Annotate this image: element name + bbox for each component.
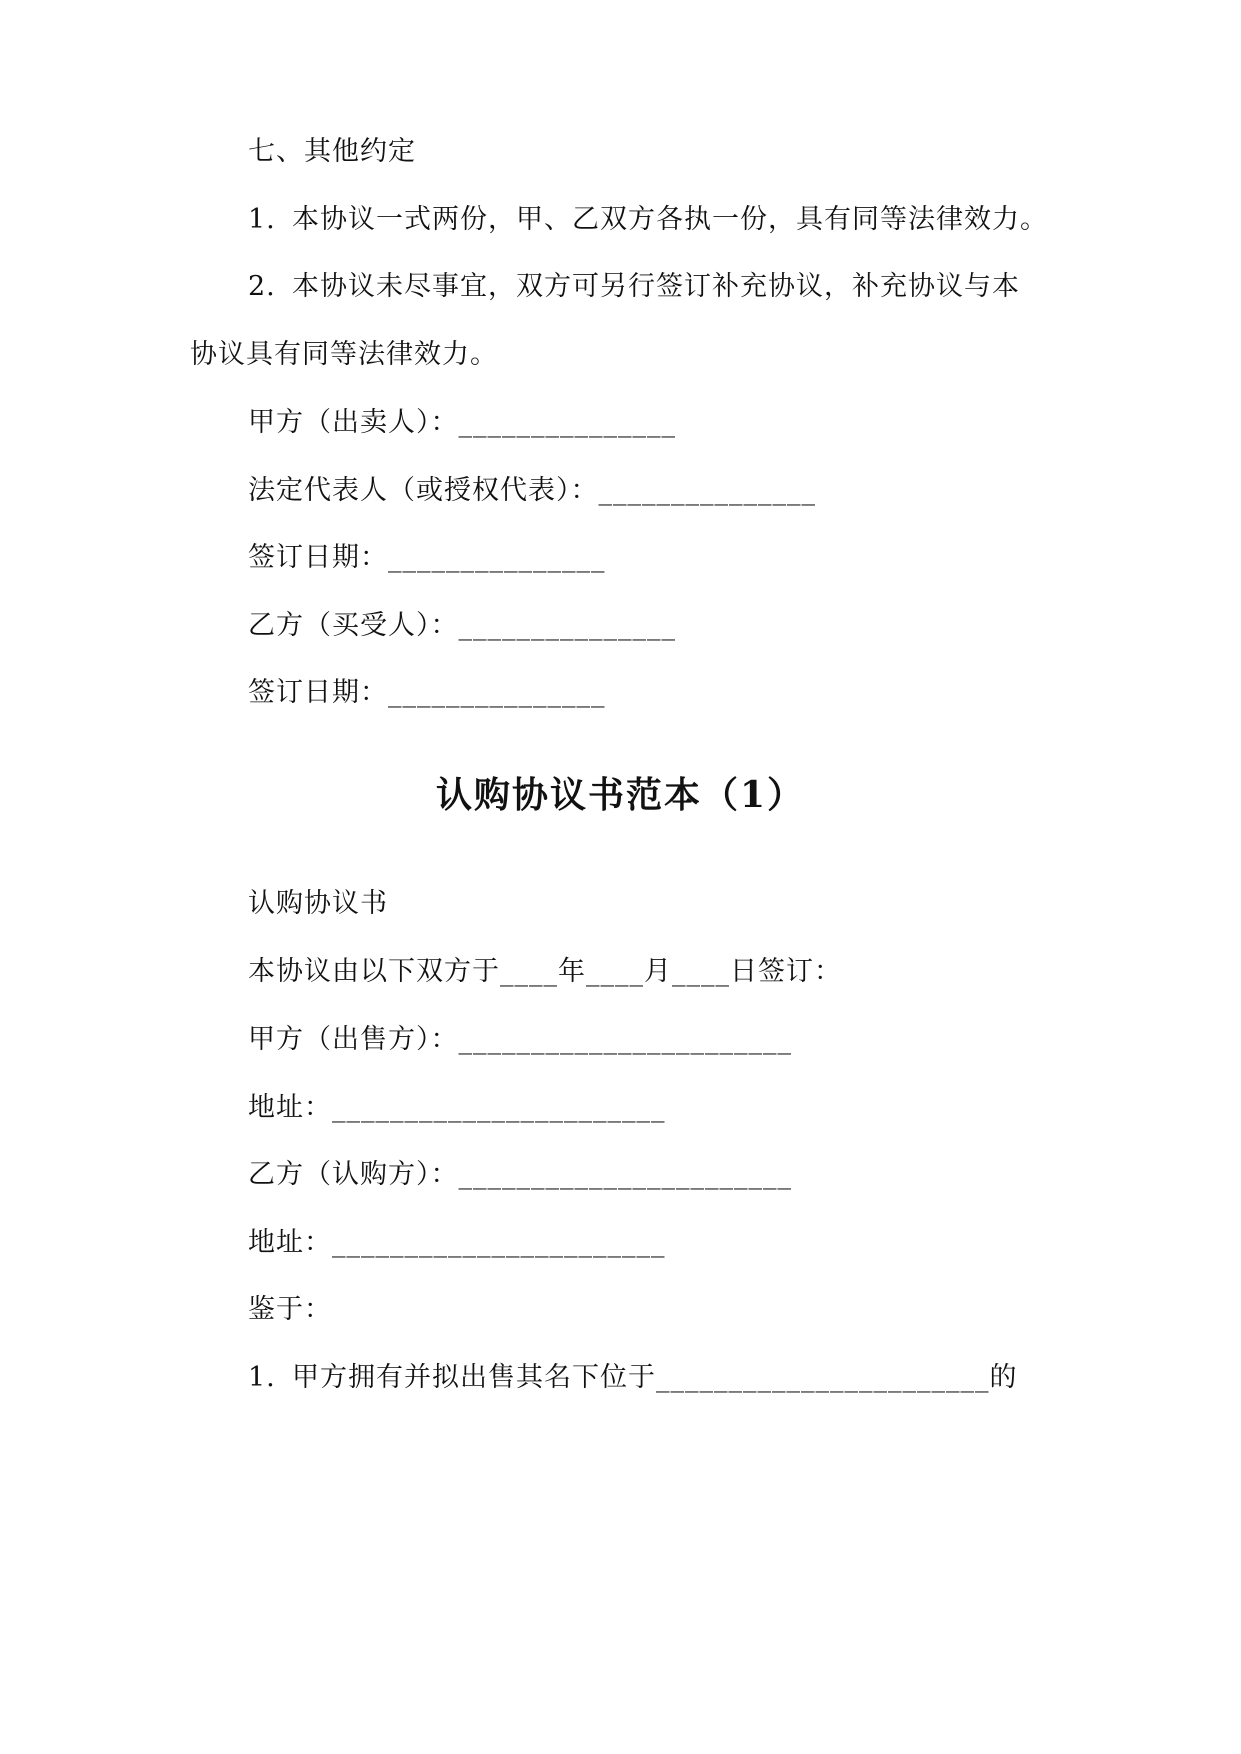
signature-party-a: 甲方（出卖人）：_______________ [248, 407, 676, 438]
signature-legal-representative: 法定代表人（或授权代表）：_______________ [248, 475, 816, 506]
agreement-intro: 本协议由以下双方于____年____月____日签订： [248, 956, 842, 987]
whereas-heading: 鉴于： [248, 1294, 332, 1325]
clause-2-number: 2. [248, 271, 276, 302]
clause-2 [248, 267, 1020, 307]
clause-1 [248, 200, 1048, 240]
section-heading: 七、其他约定 [248, 136, 416, 167]
clause-2-text: 本协议未尽事宜，双方可另行签订补充协议，补充协议与本 [292, 271, 1020, 302]
document-title: 认购协议书范本（1） [435, 774, 806, 816]
clause-2-continuation: 协议具有同等法律效力。 [190, 339, 498, 370]
party-b-address: 地址：_______________________ [248, 1227, 666, 1258]
whereas-clause-1-number: 1. [248, 1362, 276, 1393]
whereas-clause-1 [248, 1358, 1018, 1398]
party-a-address: 地址：_______________________ [248, 1092, 666, 1123]
signature-date-party-a: 签订日期：_______________ [248, 542, 606, 573]
clause-1-number: 1. [248, 204, 276, 235]
whereas-clause-1-text: 甲方拥有并拟出售其名下位于_______________________的 [292, 1362, 1018, 1393]
signature-date-party-b: 签订日期：_______________ [248, 677, 606, 708]
agreement-subtitle: 认购协议书 [248, 888, 388, 919]
party-b-line: 乙方（认购方）：_______________________ [248, 1159, 792, 1190]
clause-1-text: 本协议一式两份，甲、乙双方各执一份，具有同等法律效力。 [292, 204, 1048, 235]
party-a-line: 甲方（出售方）：_______________________ [248, 1024, 792, 1055]
signature-party-b: 乙方（买受人）：_______________ [248, 610, 676, 641]
